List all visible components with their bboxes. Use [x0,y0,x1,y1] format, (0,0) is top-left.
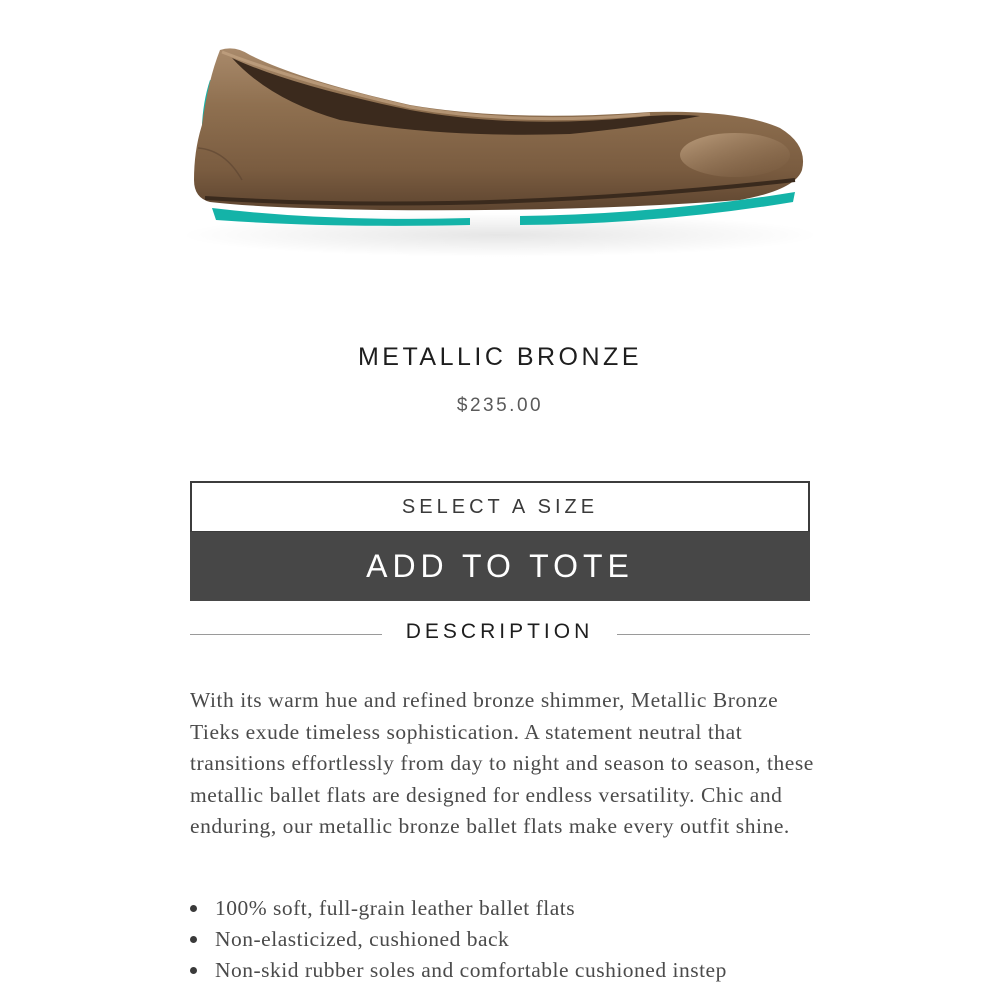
list-item [190,955,830,986]
divider-left [190,634,382,635]
feature-text: 100% soft, full-grain leather ballet flats [215,896,576,920]
size-select[interactable] [190,481,810,533]
list-item [190,893,830,924]
product-image [180,30,830,270]
feature-text: Non-skid rubber soles and comfortable cushioned instep [215,958,727,982]
bullet-icon [190,967,197,974]
product-title: METALLIC BRONZE [357,343,643,371]
ballet-flat-shoe-image [180,30,830,270]
bullet-icon [190,936,197,943]
product-price: $235.00 [456,395,544,416]
list-item [190,924,830,955]
divider-right [617,634,810,635]
add-to-tote-label: ADD TO TOTE [366,548,634,584]
feature-text: Non-elasticized, cushioned back [215,927,510,951]
feature-list [190,893,830,986]
description-heading: DESCRIPTION [405,620,594,643]
size-select-label: SELECT A SIZE [401,495,599,518]
bullet-icon [190,905,197,912]
description-text: With its warm hue and refined bronze shimmer, Metallic Bronze Tieks exude timeless sophistication. A statement neutral that transitions effortlessly from day to night and season to season, these metallic ballet flats are designed for endless versatility. Chic and enduring, our metallic bronze ballet flats make every outfit shine. [190,688,814,838]
add-to-tote-button[interactable] [190,532,810,601]
